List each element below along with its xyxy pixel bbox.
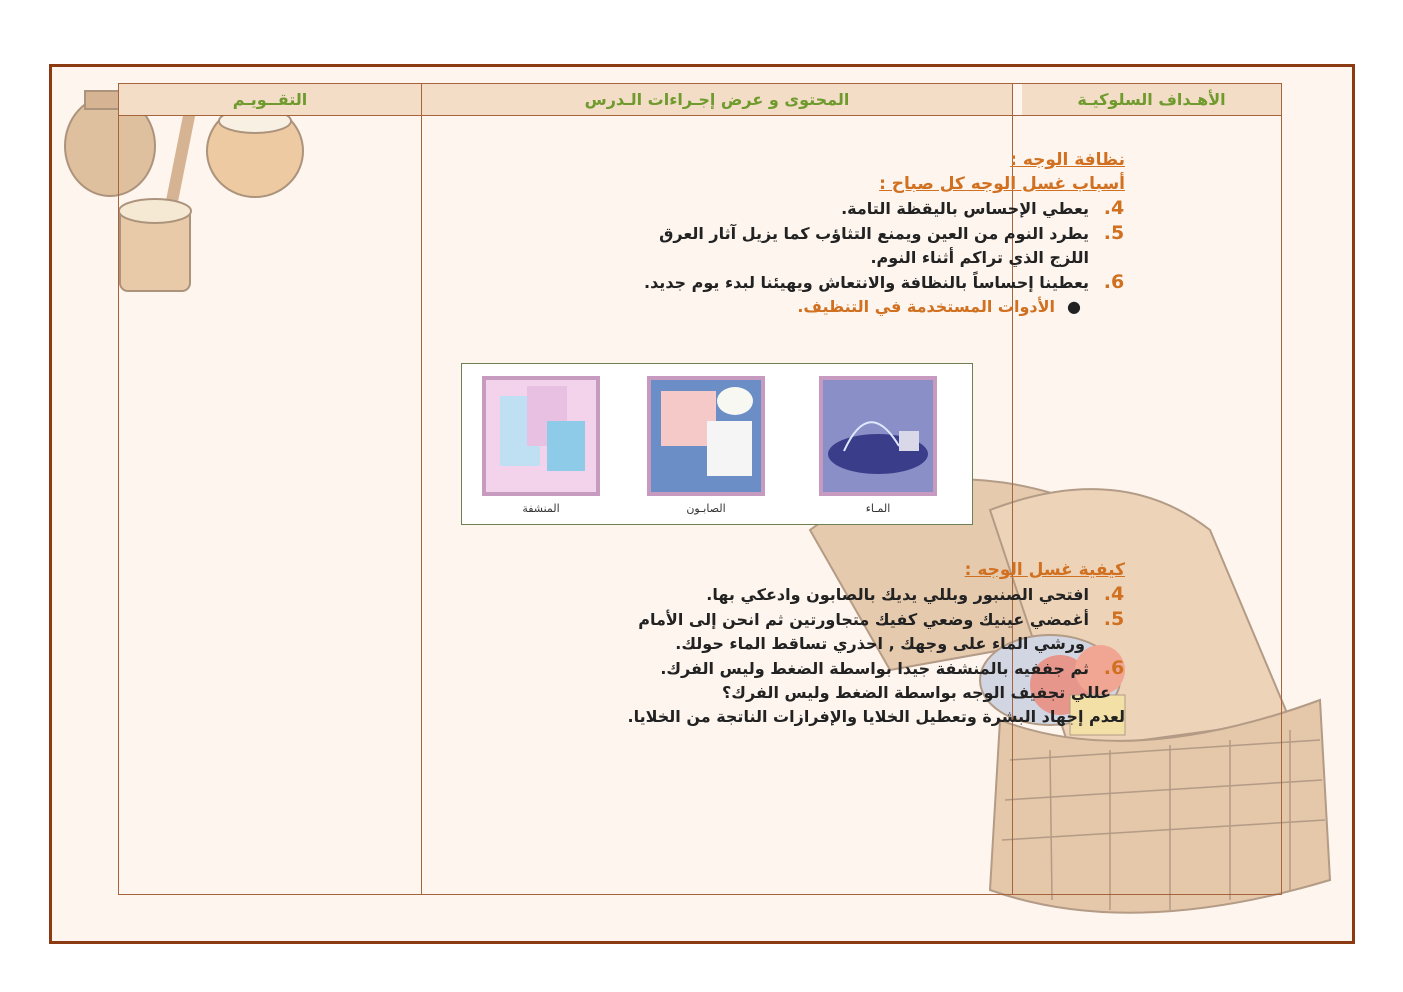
caption-towel: المنشفة — [522, 502, 560, 515]
header-divider — [119, 115, 1281, 116]
bullet-icon: ● — [1067, 297, 1081, 316]
reason-text: يعطي الإحساس باليقظة التامة. — [841, 199, 1089, 218]
tools-title: ●الأدوات المستخدمة في التنظيف. — [797, 297, 1081, 316]
header-objectives: الأهـداف السلوكيـة — [1022, 84, 1281, 115]
section-title-how-to-wash: كيفية غسل الوجه : — [964, 560, 1125, 580]
reason-item — [565, 221, 1125, 246]
step-text: أغمضي عينيك وضعي كفيك متجاورتين ثم انحن إلى الأمام — [638, 610, 1089, 629]
water-image — [819, 376, 937, 496]
step-item — [565, 607, 1125, 632]
reason-number: 5. — [1103, 222, 1125, 244]
reason-text: يطرد النوم من العين ويمنع التثاؤب كما يزيل آثار العرق — [659, 224, 1089, 243]
reasons-title: أسباب غسل الوجه كل صباح : — [879, 174, 1125, 194]
reason-text: يعطينا إحساساً بالنظافة والانتعاش ويهيئنا لبدء يوم جديد. — [643, 273, 1089, 292]
soap-image — [647, 376, 765, 496]
reason-number: 4. — [1103, 197, 1125, 219]
step-number: 4. — [1103, 583, 1125, 605]
step-number: 5. — [1103, 608, 1125, 630]
column-divider-evaluation — [421, 84, 422, 894]
question-text: عللي تجفيف الوجه بواسطة الضغط وليس الفرك؟ — [722, 683, 1111, 702]
washing-steps-section — [565, 558, 1125, 729]
header-evaluation: التقــويـم — [119, 84, 421, 115]
step-text: ثم جففيه بالمنشفة جيدا بواسطة الضغط وليس الفرك. — [660, 659, 1089, 678]
caption-soap: الصابـون — [686, 502, 726, 515]
step-item — [565, 582, 1125, 607]
caption-water: المـاء — [865, 502, 891, 515]
reason-item — [565, 270, 1125, 295]
step-number: 6. — [1103, 657, 1125, 679]
reason-text-continued: اللزج الذي تراكم أثناء النوم. — [870, 248, 1089, 267]
towel-image — [482, 376, 600, 496]
step-item — [565, 656, 1125, 681]
lesson-content — [565, 148, 1125, 319]
tools-images — [461, 363, 973, 525]
section-title-face-cleanliness: نظافة الوجه : — [1010, 150, 1125, 170]
reason-number: 6. — [1103, 271, 1125, 293]
header-content: المحتوى و عرض إجـراءات الـدرس — [422, 84, 1012, 115]
step-text-continued: ورشي الماء على وجهك , احذري تساقط الماء حولك. — [675, 634, 1085, 653]
answer-text: لعدم إجهاد البشرة وتعطيل الخلايا والإفرازات الناتجة من الخلايا. — [627, 707, 1125, 726]
reason-item — [565, 196, 1125, 221]
step-text: افتحي الصنبور وبللي يديك بالصابون وادعكي بها. — [706, 585, 1089, 604]
